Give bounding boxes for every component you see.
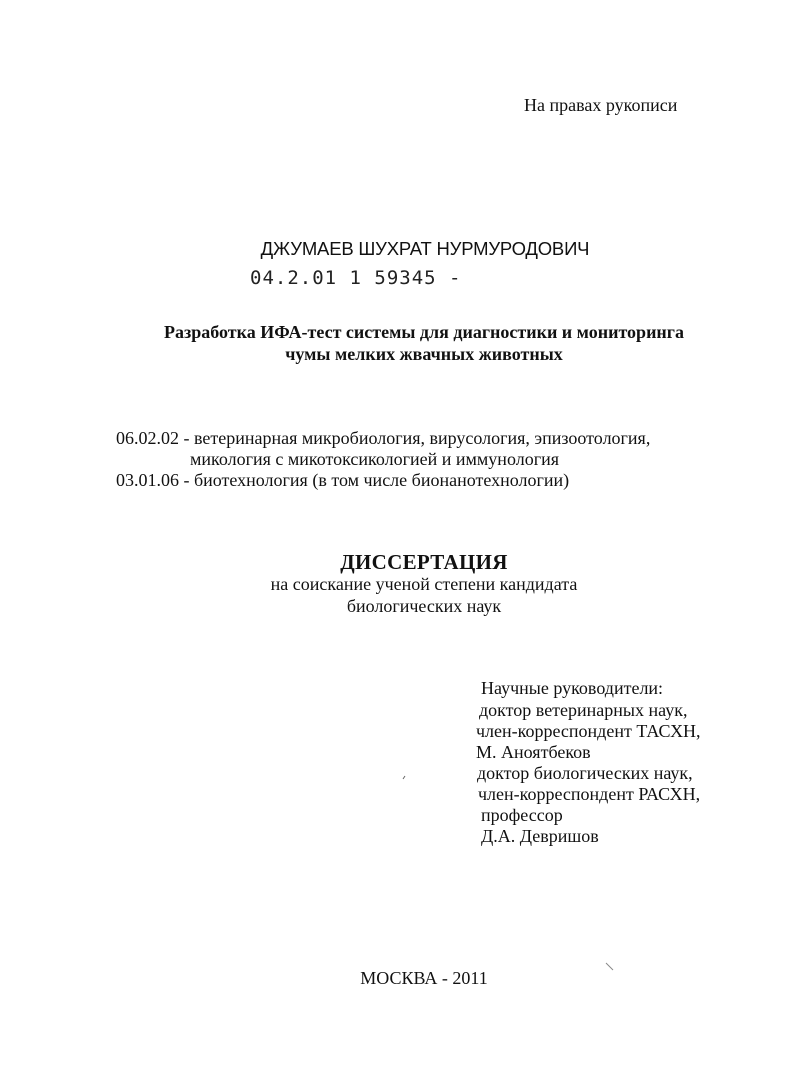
dissertation-title-line-2: чумы мелких жвачных животных [285,344,563,364]
supervisor-line: М. Аноятбеков [476,742,591,762]
rights-note: На правах рукописи [524,95,678,115]
specialty-line-2: микология с микотоксикологией и иммунология [190,449,559,469]
scan-speck [606,963,613,970]
degree-line-1: на соискание ученой степени кандидата [270,574,578,594]
dissertation-heading: ДИССЕРТАЦИЯ [340,550,508,574]
supervisor-line: доктор биологических наук, [477,763,693,783]
supervisors-heading: Научные руководители: [481,678,664,698]
supervisor-line: Д.А. Девришов [481,826,599,846]
specialty-line-1: 06.02.02 - ветеринарная микробиология, вирусология, эпизоотология, [116,428,651,448]
dissertation-title-line-1: Разработка ИФА-тест системы для диагностики и мониторинга [164,322,684,342]
degree-line-2: биологических наук [346,596,502,616]
author-name: ДЖУМАЕВ ШУХРАТ НУРМУРОДОВИЧ [260,238,590,259]
supervisor-line: член-корреспондент РАСХН, [478,784,701,804]
supervisor-line: профессор [481,805,563,825]
registration-number: 04.2.01 1 59345 - [250,267,462,289]
place-year: МОСКВА - 2011 [360,968,488,988]
specialty-line-3: 03.01.06 - биотехнология (в том числе бионанотехнологии) [116,470,570,490]
scan-speck [403,776,405,779]
supervisor-line: доктор ветеринарных наук, [479,700,688,720]
supervisor-line: член-корреспондент ТАСХН, [476,721,701,741]
